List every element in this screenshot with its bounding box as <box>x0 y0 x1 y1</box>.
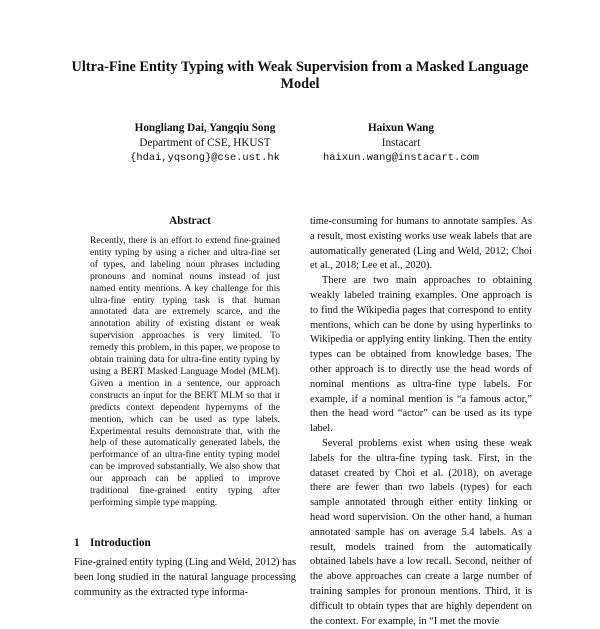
author-block-1 <box>100 121 310 166</box>
intro-paragraph: There are two main approaches to obtaining weakly labeled training examples. One approach is to find the Wikipedia pages that correspond to entity mentions, which can be done by using hyperlinks to Wikipedia or applying entity linking. Then the entity types can be obtained from knowledge bases. The other approach is to directly use the head words of nominal mentions as ultra-fine type labels. For example, if a nominal mention is “a famous actor,” then the head word “actor” can be used as its type label. <box>310 275 532 435</box>
intro-paragraph: Fine-grained entity typing (Ling and Weld, 2012) has been long studied in the natural language processing community as the extracted type informa- <box>74 557 296 598</box>
section-title: Introduction <box>90 537 151 549</box>
intro-column-2 <box>310 215 532 629</box>
author-block-2 <box>296 121 506 166</box>
section-number: 1 <box>74 537 80 549</box>
author-names: Haixun Wang <box>367 122 434 134</box>
author-names: Hongliang Dai, Yangqiu Song <box>134 122 276 134</box>
abstract-body <box>90 236 280 510</box>
paper-title: Ultra-Fine Entity Typing with Weak Supervision from a Masked Language Model <box>71 59 529 92</box>
section-heading <box>74 537 151 549</box>
abstract-paragraph: Recently, there is an effort to extend fine-grained entity typing by using a richer and ultra-fine set of types, and labeling noun phrases including pronouns and nominal nouns instead of just named entity mentions. A key challenge for this ultra-fine entity typing task is that human annotated data are extremely scarce, and the annotation ability of existing distant or weak supervision approaches is very limited. To remedy this problem, in this paper, we propose to obtain training data for ultra-fine entity typing by using a BERT Masked Language Model (MLM). Given a mention in a sentence, our approach constructs an input for the BERT MLM so that it predicts context dependent hypernyms of the mention, which can be used as type labels. Experimental results demonstrate that, with the help of these automatically generated labels, the performance of an ultra-fine entity typing model can be improved substantially. We also show that our approach can be applied to improve traditional fine-grained entity typing after performing simple type mapping. <box>90 236 280 508</box>
abstract-heading: Abstract <box>169 215 211 227</box>
author-email: haixun.wang@instacart.com <box>323 152 479 164</box>
intro-paragraph: time-consuming for humans to annotate samples. As a result, most existing works use weak labels that are automatically generated (Ling and Weld, 2012; Choi et al., 2018; Lee et al., 2020). <box>310 216 532 272</box>
intro-column-1 <box>74 556 296 600</box>
author-affiliation: Department of CSE, HKUST <box>139 137 271 149</box>
intro-paragraph: Several problems exist when using these weak labels for the ultra-fine typing task. First, in the dataset created by Choi et al. (2018), on average there are fewer than two labels (types) for each sample annotated through either entity linking or head word supervision. On the other hand, a human annotated sample has on average 5.4 labels. As a result, models trained from the automatically obtained labels have a low recall. Second, neither of the above approaches can create a large number of training samples for pronoun mentions. Third, it is difficult to obtain types that are highly dependent on the context. For example, in “I met the movie <box>310 437 532 627</box>
author-email: {hdai,yqsong}@cse.ust.hk <box>130 152 280 164</box>
author-affiliation: Instacart <box>381 137 421 149</box>
